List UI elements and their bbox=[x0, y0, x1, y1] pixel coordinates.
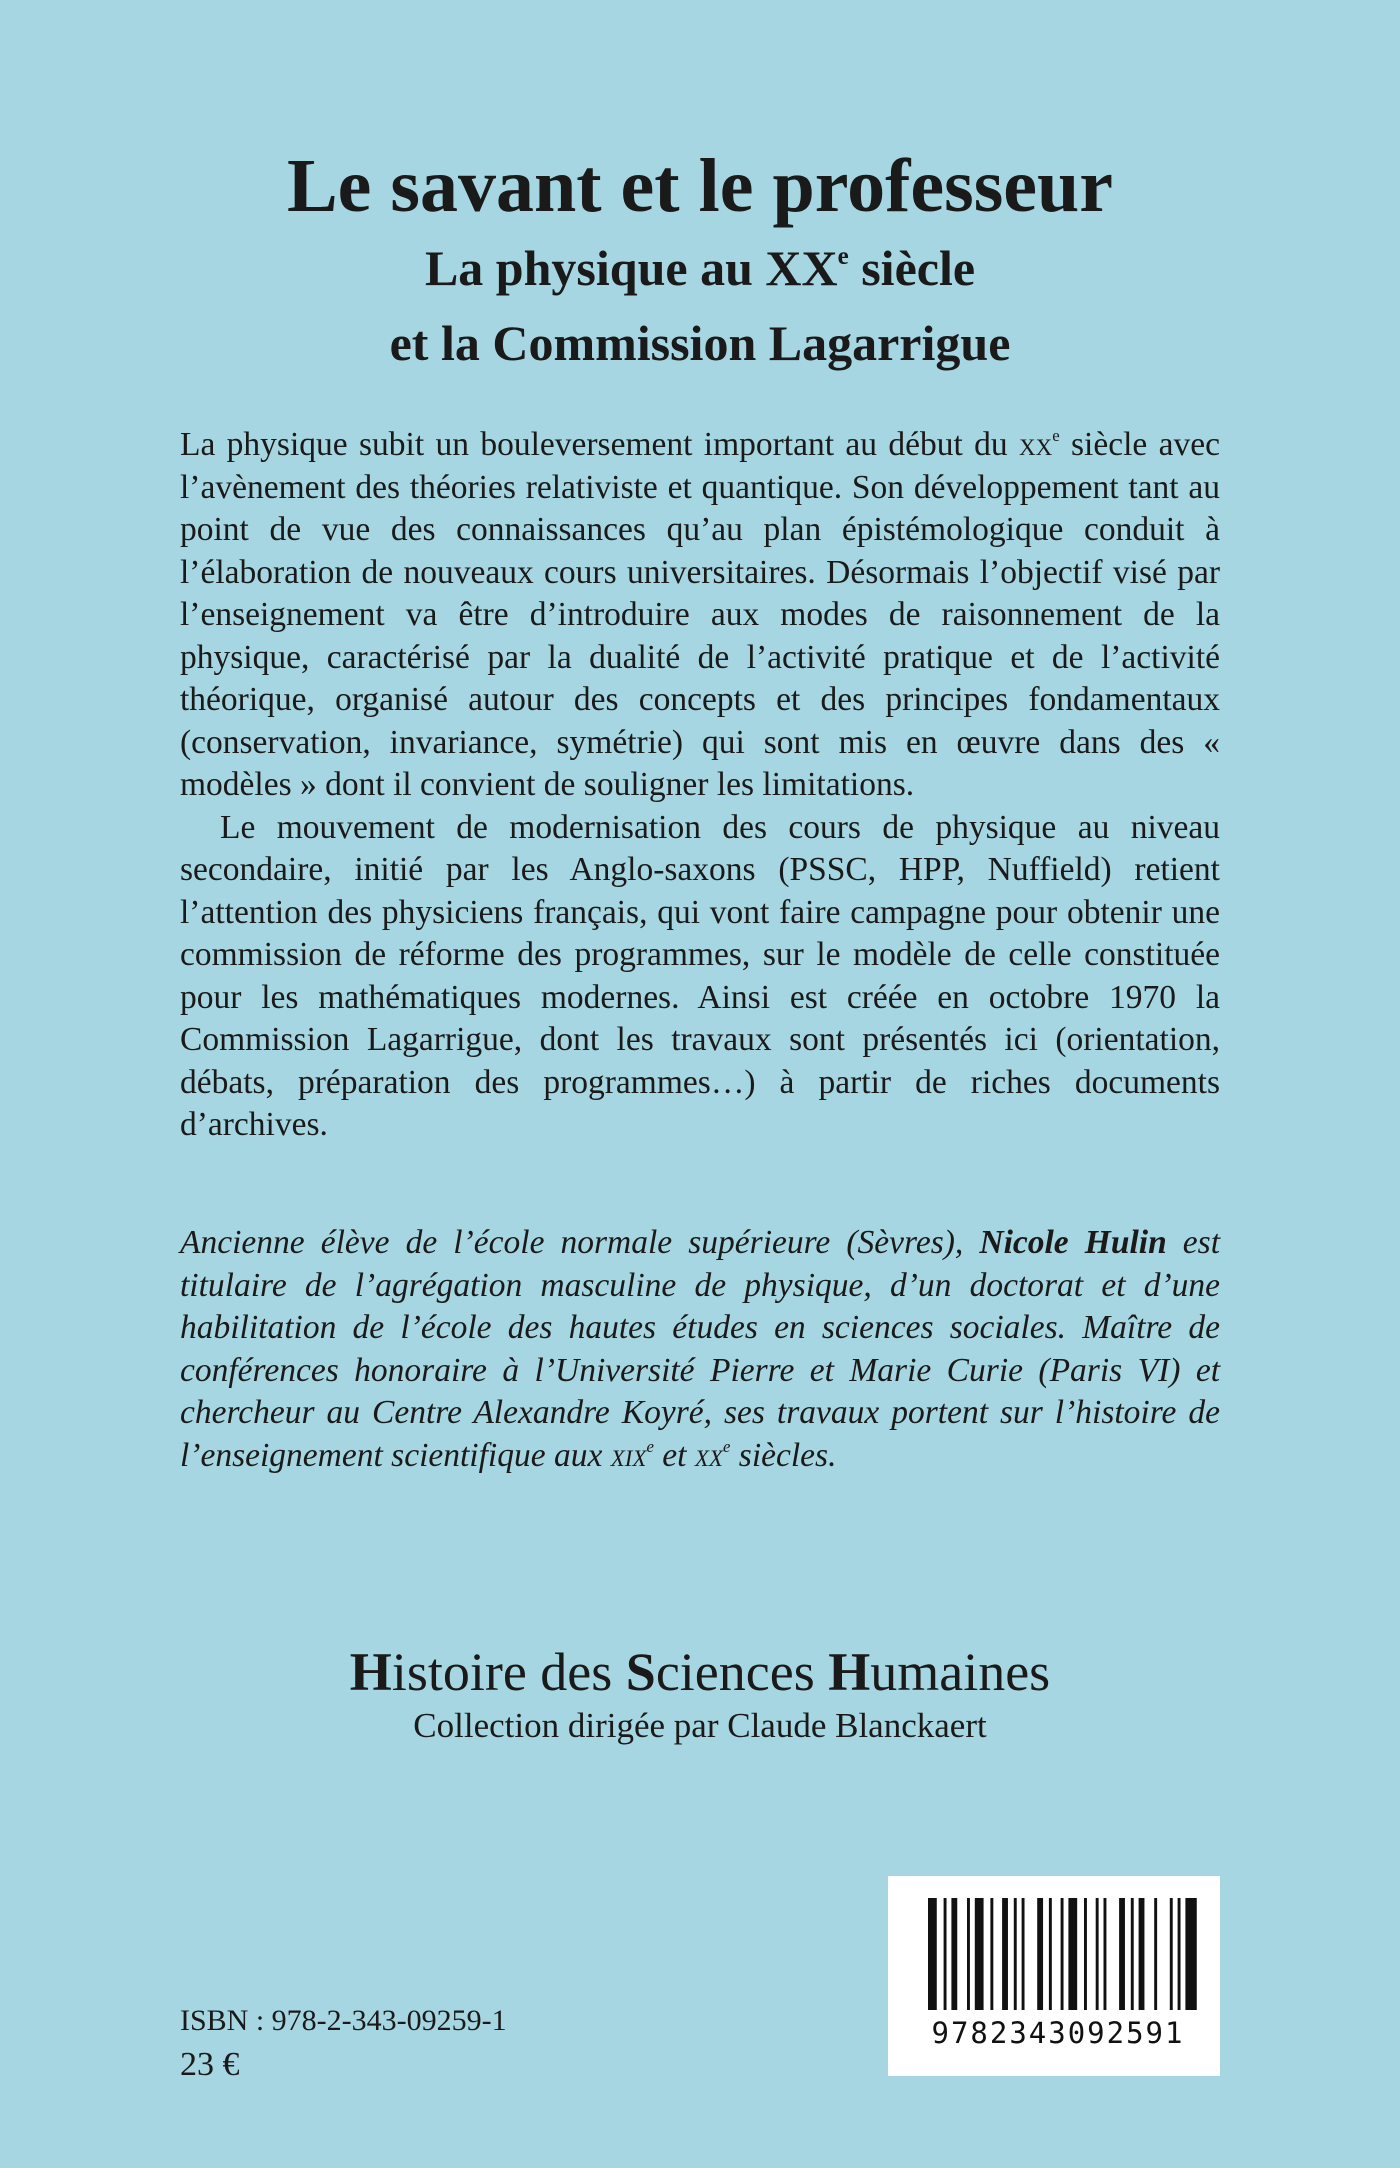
century-superscript-20: e bbox=[722, 1436, 731, 1456]
century-numeral-20: xx bbox=[694, 1436, 723, 1474]
subtitle-line-1 bbox=[0, 240, 1400, 296]
barcode bbox=[888, 1876, 1220, 2076]
series-initial-1: H bbox=[349, 1642, 392, 1702]
century-superscript: e bbox=[1052, 425, 1060, 445]
series-word-1: istoire des bbox=[391, 1642, 626, 1702]
barcode-bar bbox=[1002, 1898, 1008, 2010]
barcode-bar bbox=[1154, 1898, 1157, 2010]
summary-p1-end: siècle avec l’avènement des théories relativiste et quantique. Son développement tant au point de vue des connaissances qu’au plan épistémologique conduit à l’élaboration de nouveaux cours universitaires. Désormais l’objectif visé par l’enseignement va être d’introduire aux modes de raisonnement de la physique, caractérisé par la dualité de l’activité pratique et de l’activité théorique, organisé autour des concepts et des principes fondamentaux (conservation, invariance, symétrie) qui sont mis en œuvre dans des « modèles » dont il convient de souligner les limitations. bbox=[180, 426, 1220, 803]
author-bio bbox=[180, 1222, 1220, 1477]
bio-and: et bbox=[653, 1436, 695, 1474]
bio-middle: est titulaire de l’agrégation masculine de physique, d’un doctorat et d’une habilitation de l’école des hautes études en sciences sociales. Maître de conférences honoraire à l’Université Pierre et Marie Curie (Paris VI) et chercheur au Centre Alexandre Koyré, ses travaux portent sur l’histoire de l’enseignement scientifique aux bbox=[180, 1224, 1221, 1474]
series-word-3: umaines bbox=[870, 1642, 1051, 1702]
barcode-bar bbox=[1061, 1898, 1064, 2010]
subtitle-superscript: e bbox=[837, 242, 849, 270]
barcode-bar bbox=[1049, 1898, 1052, 2010]
barcode-bar bbox=[1096, 1898, 1099, 2010]
subtitle-line-2: et la Commission Lagarrigue bbox=[389, 315, 1011, 371]
barcode-bar bbox=[1188, 1898, 1191, 2010]
series-initial-3: H bbox=[828, 1642, 871, 1702]
summary-p1-start: La physique subit un bouleversement important au début du bbox=[180, 426, 1019, 463]
bio-end: siècles. bbox=[730, 1436, 837, 1474]
barcode-bar bbox=[1119, 1898, 1125, 2010]
author-name: Nicole Hulin bbox=[979, 1224, 1167, 1261]
century-numeral: xx bbox=[1019, 426, 1053, 463]
barcode-bar bbox=[990, 1898, 993, 2010]
barcode-bar bbox=[975, 1898, 984, 2010]
isbn: ISBN : 978-2-343-09259-1 bbox=[180, 2004, 507, 2037]
series-director: Collection dirigée par Claude Blanckaert bbox=[413, 1706, 987, 1745]
century-numeral-19: xix bbox=[610, 1436, 647, 1474]
subtitle-text-a: La physique au XX bbox=[424, 240, 838, 296]
barcode-bar bbox=[1178, 1898, 1181, 2010]
barcode-bar bbox=[1139, 1898, 1145, 2010]
barcode-bar bbox=[967, 1898, 970, 2010]
barcode-bar bbox=[1022, 1898, 1025, 2010]
bio-start: Ancienne élève de l’école normale supérieure (Sèvres), bbox=[180, 1224, 980, 1261]
barcode-bar bbox=[1037, 1898, 1043, 2010]
barcode-bar bbox=[1068, 1898, 1077, 2010]
barcode-digits: 9782343092591 bbox=[931, 2016, 1185, 2050]
barcode-bar bbox=[1104, 1898, 1107, 2010]
barcode-bar bbox=[1131, 1898, 1134, 2010]
subtitle-text-b: siècle bbox=[848, 240, 976, 296]
summary-text bbox=[180, 424, 1220, 1147]
series-title bbox=[0, 1642, 1400, 1702]
barcode-bar bbox=[944, 1898, 947, 2010]
century-superscript-19: e bbox=[646, 1436, 654, 1456]
series-word-2: ciences bbox=[655, 1642, 829, 1702]
summary-paragraph-1 bbox=[180, 424, 1220, 807]
price: 23 € bbox=[180, 2046, 240, 2083]
barcode-bar bbox=[951, 1898, 957, 2010]
barcode-bar bbox=[1084, 1898, 1087, 2010]
summary-paragraph-2: Le mouvement de modernisation des cours de physique au niveau secondaire, initié par les Anglo-saxons (PSSC, HPP, Nuffield) retient l’attention des physiciens français, qui vont faire campagne pour obtenir une commission de réforme des programmes, sur le modèle de celle constituée pour les mathématiques modernes. Ainsi est créée en octobre 1970 la Commission Lagarrigue, dont les travaux sont présentés ici (orientation, débats, préparation des programmes…) à partir de riches documents d’archives. bbox=[180, 808, 1220, 1143]
barcode-bar bbox=[1170, 1898, 1173, 2010]
barcode-bar bbox=[1014, 1898, 1017, 2010]
series-initial-2: S bbox=[625, 1642, 656, 1702]
barcode-bar bbox=[928, 1898, 937, 2010]
book-title: Le savant et le professeur bbox=[286, 144, 1114, 228]
